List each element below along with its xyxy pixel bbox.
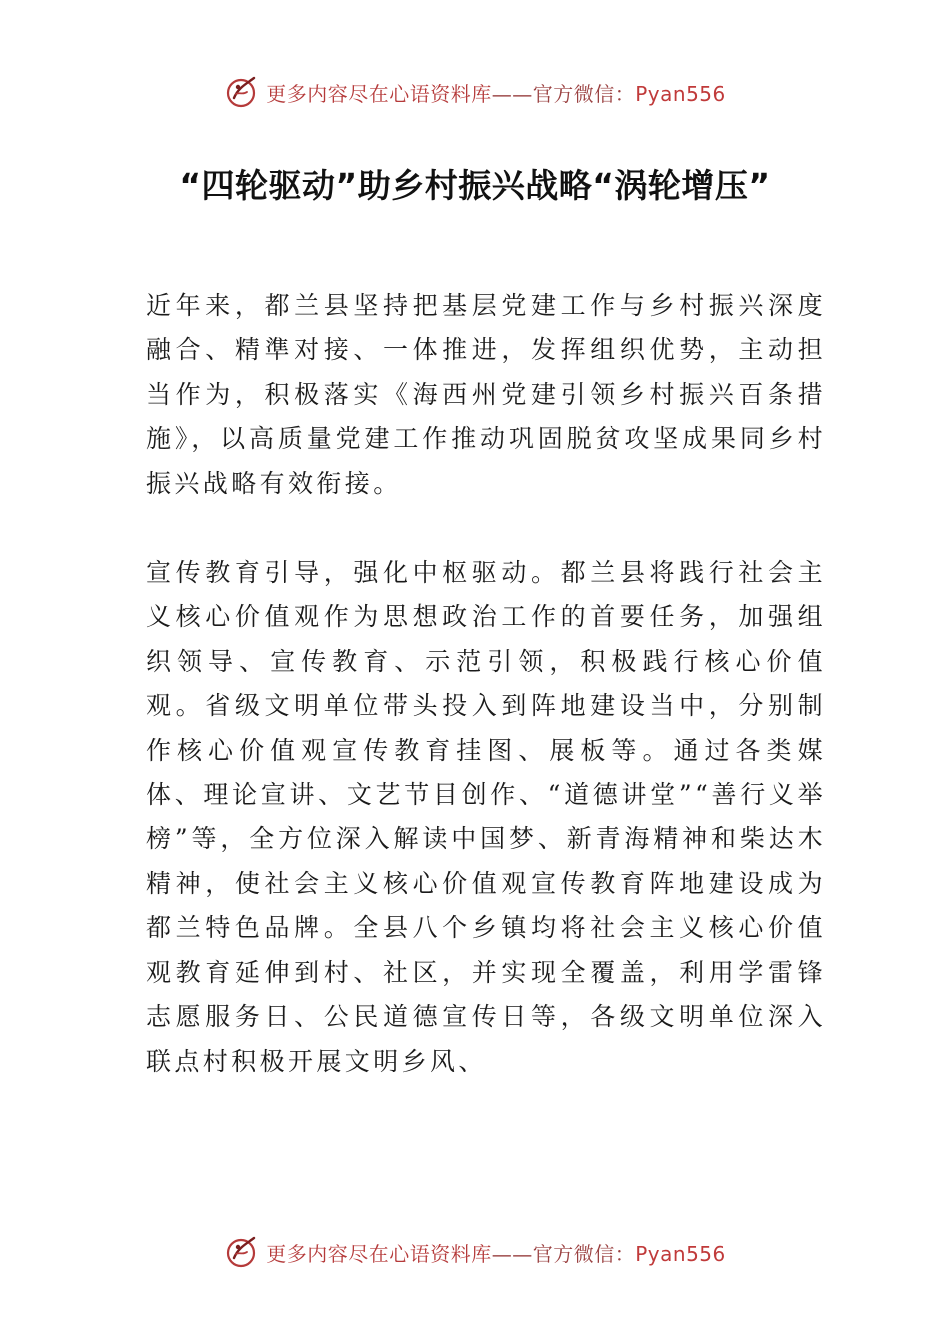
- banner-wechat-label: 官方微信：: [532, 81, 636, 106]
- document-body: [146, 284, 826, 1084]
- document-title: “四轮驱动”助乡村振兴战略“涡轮增压”: [179, 166, 771, 205]
- footer-banner-text: [266, 1238, 726, 1267]
- banner-separator: ——: [491, 81, 533, 106]
- banner-main-text: 更多内容尽在心语资料库: [266, 1241, 492, 1266]
- header-banner-text: [266, 78, 726, 107]
- banner-main-text: 更多内容尽在心语资料库: [266, 81, 492, 106]
- banner-wechat-id: Pyan556: [635, 81, 726, 106]
- banner-separator: ——: [491, 1241, 533, 1266]
- paragraph-intro: 近年来，都兰县坚持把基层党建工作与乡村振兴深度融合、精準对接、一体推进，发挥组织优势，主动担当作为，积极落实《海西州党建引领乡村振兴百条措施》，以高质量党建工作推动巩固脱贫攻坚成果同乡村振兴战略有效衔接。: [146, 291, 826, 498]
- library-logo-icon: [224, 1234, 260, 1270]
- banner-wechat-id: Pyan556: [635, 1241, 726, 1266]
- footer-banner: [0, 1230, 950, 1274]
- header-banner: [0, 70, 950, 114]
- library-logo-icon: [224, 74, 260, 110]
- banner-wechat-label: 官方微信：: [532, 1241, 636, 1266]
- paragraph-propaganda: 宣传教育引导，强化中枢驱动。都兰县将践行社会主义核心价值观作为思想政治工作的首要任务，加强组织领导、宣传教育、示范引领，积极践行核心价值观。省级文明单位带头投入到阵地建设当中，分别制作核心价值观宣传教育挂图、展板等。通过各类媒体、理论宣讲、文艺节目创作、“道德讲堂”“善行义举榜”等，全方位深入解读中国梦、新青海精神和柴达木精神，使社会主义核心价值观宣传教育阵地建设成为都兰特色品牌。全县八个乡镇均将社会主义核心价值观教育延伸到村、社区，并实现全覆盖，利用学雷锋志愿服务日、公民道德宣传日等，各级文明单位深入联点村积极开展文明乡风、: [146, 558, 826, 1076]
